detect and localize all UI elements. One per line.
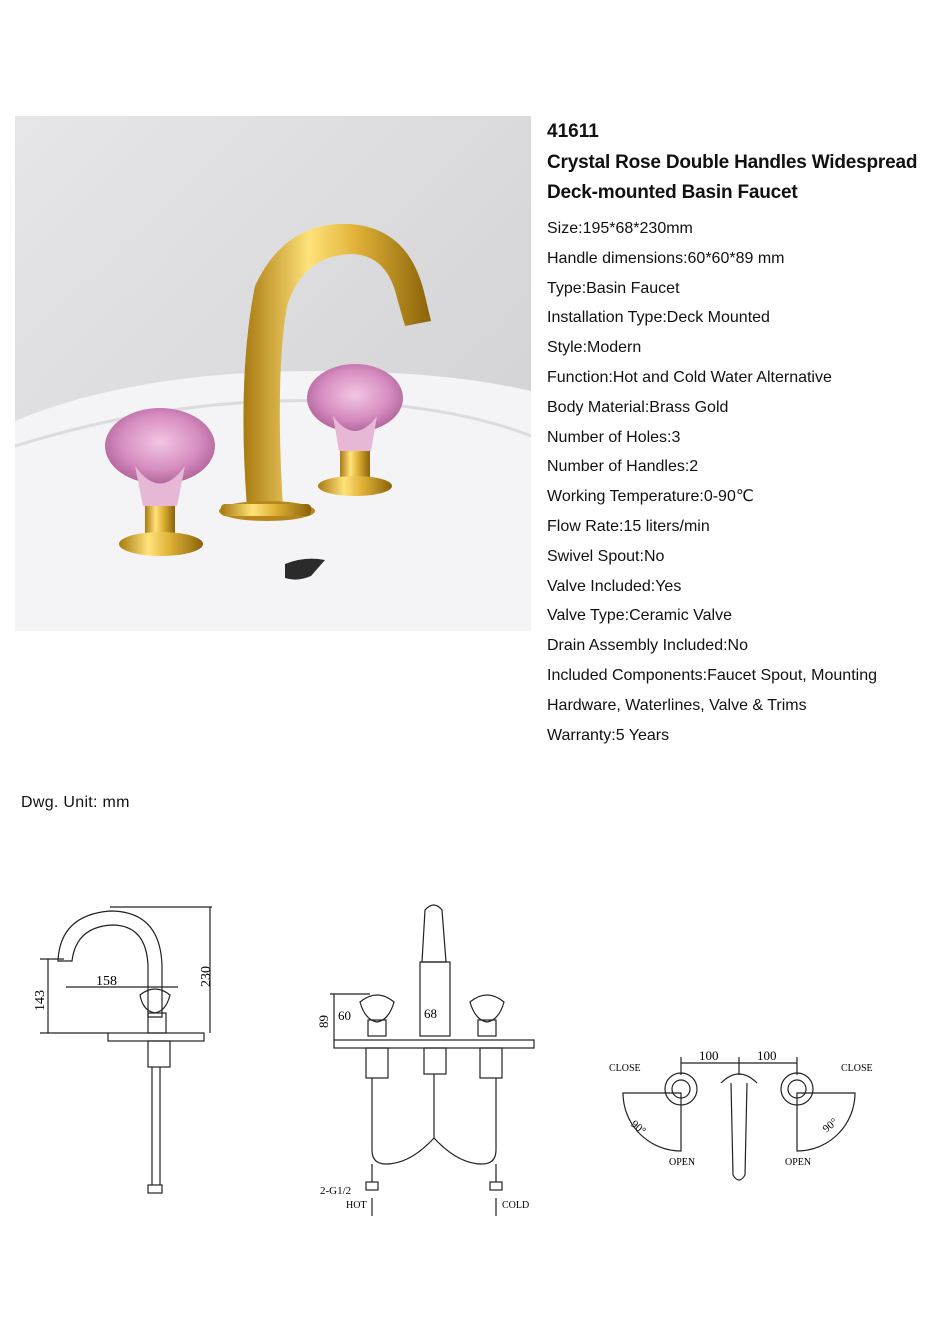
spec-row: Function:Hot and Cold Water Alternative [547,368,832,386]
spec-row: Number of Handles:2 [547,458,699,476]
top-view-drawing [605,1045,875,1195]
dim-reach: 158 [96,974,117,989]
spec-row: Body Material:Brass Gold [547,398,729,416]
spec-row: Style:Modern [547,339,642,357]
dim-handle-height: 89 [316,1015,331,1028]
drawing-unit-label: Dwg. Unit: mm [21,794,130,811]
spec-row: Size:195*68*230mm [547,220,693,237]
angle-left-label: 90° [628,1118,648,1138]
close-left-label: CLOSE [609,1063,641,1074]
open-left-label: OPEN [669,1157,696,1168]
spec-row: Warranty:5 Years [547,726,670,744]
dim-right: 100 [757,1048,777,1063]
front-view-drawing [310,902,550,1220]
spec-row: Drain Assembly Included:No [547,637,748,655]
angle-right-label: 90° [820,1116,841,1136]
side-view-drawing [30,895,230,1200]
spec-row: Installation Type:Deck Mounted [547,309,770,327]
spec-row: Number of Holes:3 [547,428,681,446]
spec-row: Swivel Spout:No [547,547,665,565]
dim-handle-width: 60 [338,1008,351,1023]
product-photo [15,116,531,631]
dim-spout-width: 68 [424,1006,437,1021]
dim-total-height: 230 [199,966,214,987]
dim-spout-height: 143 [33,990,48,1011]
spec-row: Valve Type:Ceramic Valve [547,607,732,625]
spec-panel [547,118,943,750]
spec-row: Included Components:Faucet Spout, Mounting Hardware, Waterlines, Valve & Trims [547,666,877,714]
spec-row: Valve Included:Yes [547,577,682,595]
product-title: Crystal Rose Double Handles Widespread Deck-mounted Basin Faucet [547,152,918,203]
dim-left: 100 [699,1048,719,1063]
spec-row: Handle dimensions:60*60*89 mm [547,249,785,267]
dim-thread: 2-G1/2 [320,1185,352,1197]
spec-row: Working Temperature:0-90℃ [547,488,754,506]
open-right-label: OPEN [785,1157,812,1168]
cold-label: COLD [502,1200,530,1211]
spec-row: Type:Basin Faucet [547,279,680,297]
close-right-label: CLOSE [841,1063,873,1074]
spec-row: Flow Rate:15 liters/min [547,517,710,535]
hot-label: HOT [346,1200,367,1211]
spec-list [547,214,943,750]
model-number: 41611 [547,121,599,142]
